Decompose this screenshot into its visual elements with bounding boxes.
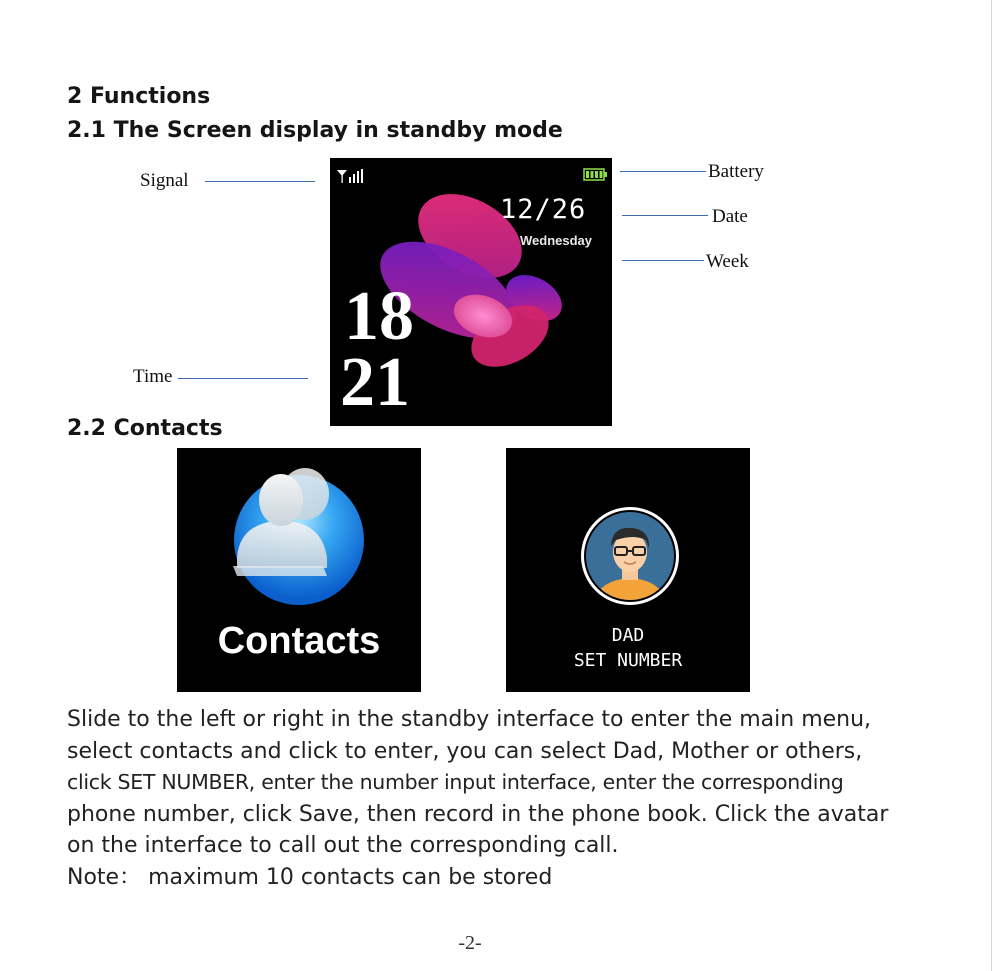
callout-line-week [622,260,704,261]
callout-line-battery [620,171,706,172]
standby-date: 12/26 [500,194,587,225]
paragraph-line: on the interface to call out the corresponding call. [67,833,619,858]
callout-signal: Signal [140,170,189,191]
page-number: -2- [458,932,482,954]
standby-weekday: Wednesday [520,233,593,248]
paragraph-line: click SET NUMBER, enter the number input interface, enter the corresponding [67,770,844,794]
paragraph-line: phone number, click Save, then record in the phone book. Click the avatar [67,801,889,827]
callout-line-signal [205,181,315,182]
contact-detail-screen[interactable] [506,448,750,692]
battery-icon [583,168,609,182]
callout-week: Week [706,251,749,272]
callout-time: Time [133,366,173,387]
paragraph-line: select contacts and click to enter, you can select Dad, Mother or others, [67,738,863,764]
contacts-person-icon [177,448,421,618]
page-edge [991,0,992,971]
contacts-label: Contacts [217,620,381,662]
contacts-screen[interactable] [177,448,421,692]
section-title: 2 Functions [67,84,211,109]
avatar-man-glasses-icon[interactable] [506,448,750,618]
callout-line-time [178,378,308,379]
subsection-title-standby: 2.1 The Screen display in standby mode [67,118,563,143]
standby-screen [330,158,612,426]
paragraph-line: Note： maximum 10 contacts can be stored [67,864,553,890]
set-number-button[interactable]: SET NUMBER [573,650,683,671]
standby-hour: 18 [344,278,414,355]
standby-minute: 21 [340,344,410,421]
paragraph-line: Slide to the left or right in the standby interface to enter the main menu, [67,707,872,732]
callout-battery: Battery [708,161,764,182]
signal-icon [336,168,368,184]
subsection-title-contacts: 2.2 Contacts [67,416,223,441]
callout-date: Date [712,206,748,227]
instruction-paragraph [67,704,967,893]
callout-line-date [622,215,708,216]
contact-name: DAD [611,625,645,646]
